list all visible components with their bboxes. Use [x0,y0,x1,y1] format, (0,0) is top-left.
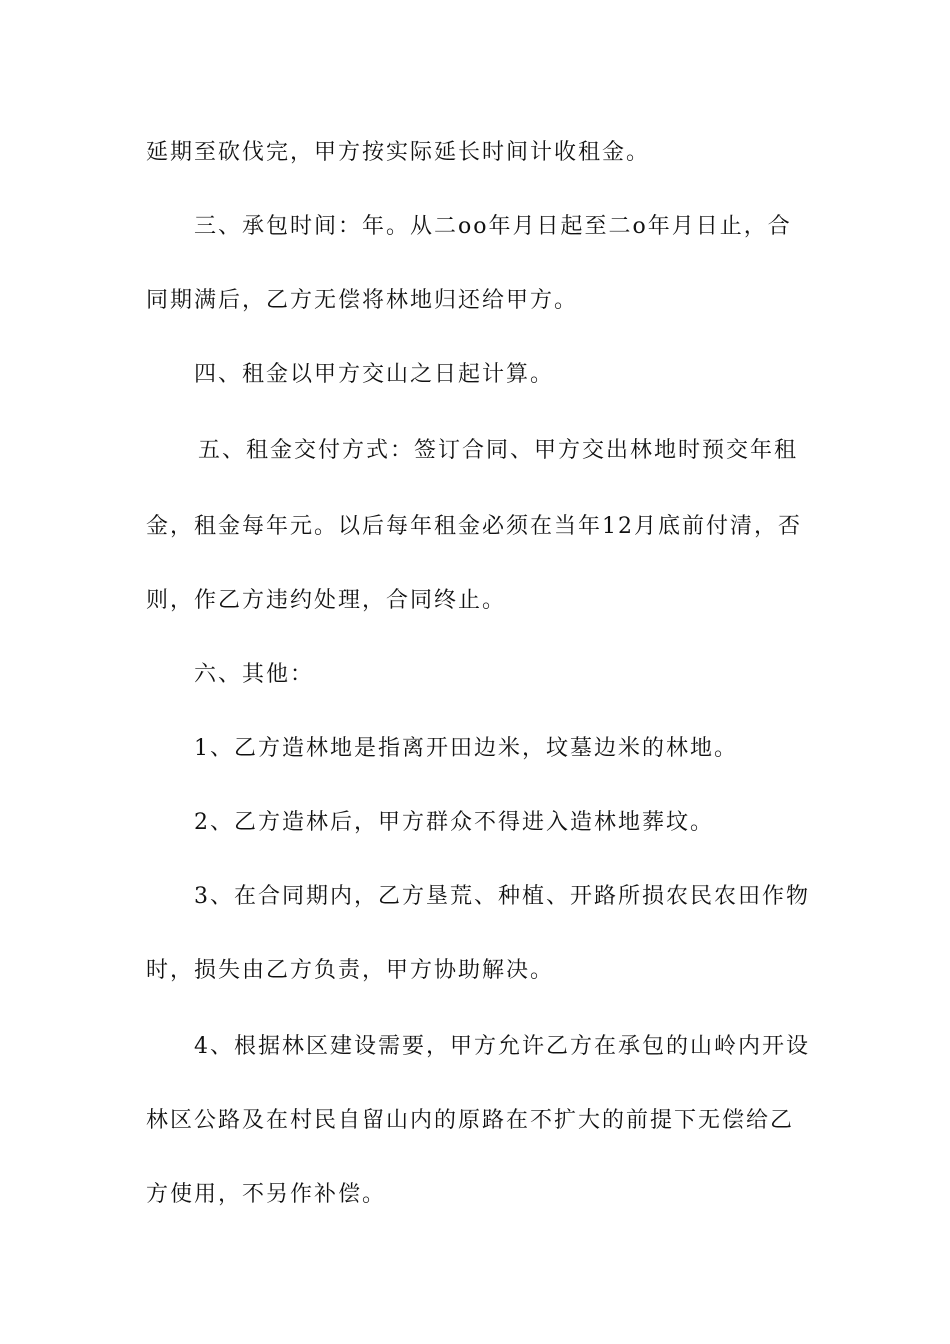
clause-5-line-1: 五、租金交付方式：签订合同、甲方交出林地时预交年租 [198,438,799,463]
clause-3-line-1: 三、承包时间：年。从二oo年月日起至二o年月日止，合 [194,214,792,239]
clause-5-line-3: 则，作乙方违约处理，合同终止。 [146,588,507,613]
clause-5-line-2: 金，租金每年元。以后每年租金必须在当年12月底前付清，否 [146,514,802,539]
clause-3-line-2: 同期满后，乙方无偿将林地归还给甲方。 [146,288,579,313]
clause-6-item-3-line-1: 3、在合同期内，乙方垦荒、种植、开路所损农民农田作物 [194,884,810,909]
text-line: 延期至砍伐完，甲方按实际延长时间计收租金。 [146,140,651,165]
clause-6-item-4-line-2: 林区公路及在村民自留山内的原路在不扩大的前提下无偿给乙 [146,1108,795,1133]
clause-6-item-3-line-2: 时，损失由乙方负责，甲方协助解决。 [146,958,555,983]
clause-6-item-4-line-3: 方使用，不另作补偿。 [146,1182,387,1207]
clause-6-item-1: 1、乙方造林地是指离开田边米，坟墓边米的林地。 [194,736,738,761]
clause-6-item-2: 2、乙方造林后，甲方群众不得进入造林地葬坟。 [194,810,714,835]
clause-6-item-4-line-1: 4、根据林区建设需要，甲方允许乙方在承包的山岭内开设 [194,1034,810,1059]
clause-4: 四、租金以甲方交山之日起计算。 [194,362,555,387]
clause-6-heading: 六、其他： [194,662,315,687]
